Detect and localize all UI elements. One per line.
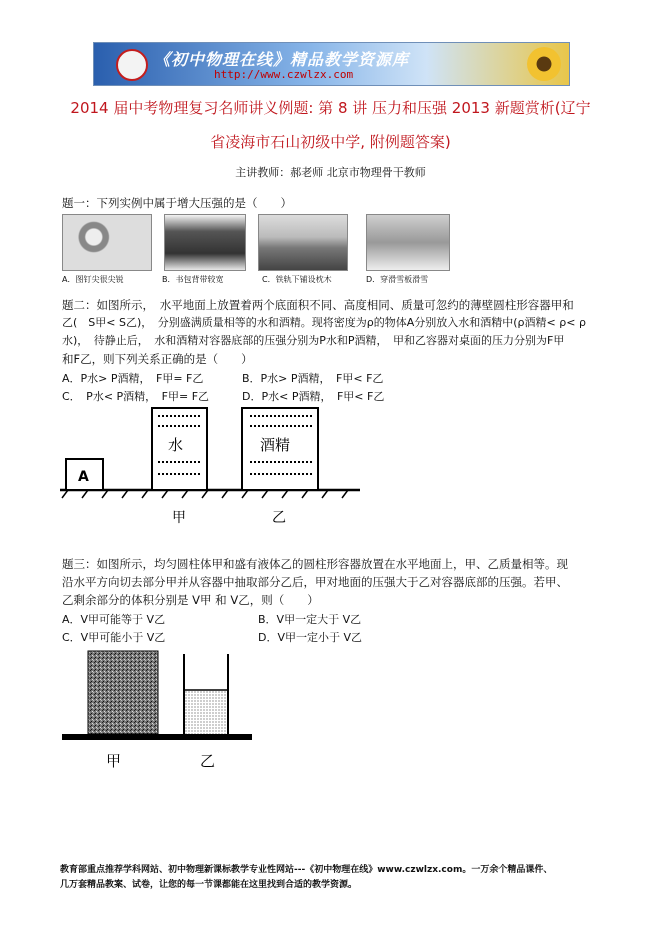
q3-line3: 乙剩余部分的体积分别是 V甲 和 V乙，则（ ） [62, 593, 319, 607]
q2-label-yi: 乙 [272, 510, 286, 526]
q3-solid-cylinder-jia [88, 651, 158, 734]
q2-figure [60, 404, 370, 534]
q1-photo-skiing [366, 214, 450, 271]
q3-line1: 题三：如图所示，均匀圆柱体甲和盛有液体乙的圆柱形容器放置在水平地面上，甲、乙质量相等。现 [62, 557, 568, 571]
lecturer-line: 主讲教师：郝老师 北京市物理骨干教师 [235, 166, 426, 179]
site-banner [93, 42, 570, 86]
q3-label-yi: 乙 [200, 752, 216, 770]
q2-line1: 题二：如图所示， 水平地面上放置着两个底面积不同、高度相同、质量可忽约的薄壁圆柱形容器甲和 [62, 298, 574, 312]
q3-option-b[interactable]: B．V甲一定大于 V乙 [258, 613, 362, 626]
q2-alcohol-label: 酒精 [260, 436, 291, 454]
q3-ground [62, 734, 252, 740]
logo-icon [116, 49, 148, 81]
q3-line2: 沿水平方向切去部分甲并从容器中抽取部分乙后，甲对地面的压强大于乙对容器底部的压强。若甲、 [62, 575, 568, 589]
q2-label-jia: 甲 [172, 510, 186, 526]
q3-option-a[interactable]: A．V甲可能等于 V乙 [62, 613, 166, 626]
q3-option-d[interactable]: D．V甲一定小于 V乙 [258, 631, 363, 644]
q3-liquid-yi [185, 690, 227, 734]
q1-stem: 题一：下列实例中属于增大压强的是（ ） [62, 196, 292, 210]
q2-block-a-label: A [78, 469, 89, 485]
q3-option-c[interactable]: C．V甲可能小于 V乙 [62, 631, 166, 644]
q2-option-b[interactable]: B．P水> P酒精， F甲< F乙 [242, 372, 384, 385]
q1-photo-thumbtacks [62, 214, 152, 271]
q3-figure [62, 646, 262, 776]
q2-line4: 和F乙，则下列关系正确的是（ ） [62, 352, 253, 366]
q1-option-b[interactable]: B．书包背带较宽 [162, 275, 224, 284]
q2-line2: 乙( S甲< S乙)， 分别盛满质量相等的水和酒精。现将密度为ρ的物体A分别放入水和酒精中(ρ酒精< ρ< ρ [62, 316, 586, 329]
q2-option-d[interactable]: D．P水< P酒精， F甲< F乙 [242, 390, 385, 403]
sunflower-icon [527, 47, 561, 81]
q3-label-jia: 甲 [106, 752, 122, 770]
q1-photo-railway [258, 214, 348, 271]
q1-photo-backpack [164, 214, 246, 271]
q2-water-label: 水 [168, 436, 184, 454]
banner-title: 《初中物理在线》精品教学资源库 [154, 50, 410, 69]
q1-option-a[interactable]: A．图钉尖很尖锐 [62, 275, 124, 284]
q2-option-a[interactable]: A．P水> P酒精， F甲= F乙 [62, 372, 204, 385]
page-title-line2: 省凌海市石山初级中学, 附例题答案) [210, 133, 451, 151]
footer-line1: 教育部重点推荐学科网站、初中物理新课标教学专业性网站---《初中物理在线》www.czwlzx.com。一万余个精品课件、 [60, 865, 553, 875]
q2-option-c[interactable]: C． P水< P酒精， F甲= F乙 [62, 390, 210, 403]
q2-line3: 水)， 待静止后， 水和酒精对容器底部的压强分别为P水和P酒精， 甲和乙容器对桌面的压力分别为F甲 [62, 334, 565, 347]
q1-option-d[interactable]: D．穿滑雪板滑雪 [366, 275, 429, 284]
banner-url: http://www.czwlzx.com [214, 68, 354, 81]
q1-option-c[interactable]: C．铁轨下铺设枕木 [262, 275, 332, 284]
footer-line2: 几万套精品教案、试卷，让您的每一节课都能在这里找到合适的教学资源。 [60, 880, 358, 890]
page-title-line1: 2014 届中考物理复习名师讲义例题: 第 8 讲 压力和压强 2013 新题赏析(辽宁 [70, 99, 591, 117]
